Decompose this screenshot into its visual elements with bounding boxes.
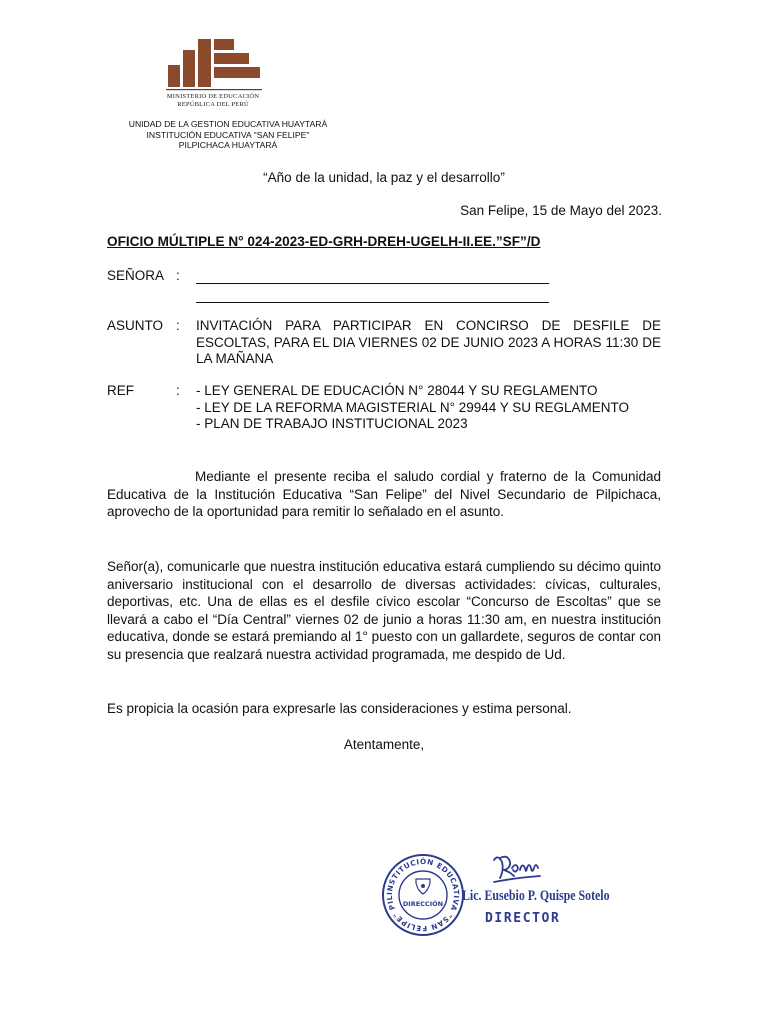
body-paragraph-2: Señor(a), comunicarle que nuestra institución educativa estará cumpliendo su décimo quinto aniversario institucional con el desarrollo de diversas actividades: cívicas, culturales, deportivas, etc. Una de ellas es el desfile cívico escolar “Concurso de Escoltas” que se llevará a cabo el “Día Central” viernes 02 de junio a horas 11:30 am, en nuestra institución educativa, donde se estará premiando al 1° puesto con un gallardete, seguros de contar con su presencia que realzará nuestra actividad programada, me despido de Ud. [107, 559, 661, 662]
handwritten-signature [488, 852, 548, 884]
signer-title: DIRECTOR [485, 911, 561, 926]
stamp-center-text: DIRECCIÓN [402, 900, 444, 908]
ref-item: - LEY DE LA REFORMA MAGISTERIAL N° 29944 Y SU REGLAMENTO [196, 399, 630, 415]
body-paragraph-1: Mediante el presente reciba el saludo cordial y fraterno de la Comunidad Educativa de la Institución Educativa “San Felipe” del Nivel Secundario de Pilpichaca, aprovecho de la oportunidad para remitir lo señalado en el asunto. [107, 469, 661, 519]
ref-list [196, 383, 661, 433]
stamp-ring-text: INSTITUCIÓN EDUCATIVA "SAN FELIPE" PIL [384, 856, 462, 934]
senora-blank-lines [196, 268, 661, 303]
institution-stamp [380, 852, 466, 938]
ref-label: REF [107, 383, 134, 398]
body-paragraph-3: Es propicia la ocasión para expresarle las consideraciones y estima personal. [107, 701, 572, 716]
ref-item: - PLAN DE TRABAJO INSTITUCIONAL 2023 [196, 416, 468, 431]
senora-label: SEÑORA [107, 268, 165, 283]
institution-line2: INSTITUCIÓN EDUCATIVA "SAN FELIPE" [146, 129, 310, 140]
institution-line3: PILPICHACA HUAYTARÁ [178, 140, 278, 150]
asunto-colon: : [176, 318, 180, 333]
date-line: San Felipe, 15 de Mayo del 2023. [460, 203, 662, 218]
closing-salutation: Atentamente, [343, 737, 425, 752]
asunto-label: ASUNTO [107, 318, 164, 333]
senora-colon: : [176, 268, 180, 283]
signer-name: Lic. Eusebio P. Quispe Sotelo [462, 888, 610, 904]
asunto-value: INVITACIÓN PARA PARTICIPAR EN CONCIRSO DE DESFILE DE ESCOLTAS, PARA EL DIA VIERNES 02 DE JUNIO 2023 A HORAS 11:30 DE LA MAÑANA [196, 318, 661, 366]
blank-line-2 [196, 287, 549, 303]
year-motto: “Año de la unidad, la paz y el desarrollo” [263, 170, 505, 185]
institution-line1: UNIDAD DE LA GESTION EDUCATIVA HUAYTARÁ [128, 119, 328, 129]
logo-caption [140, 93, 286, 109]
blank-line-1 [196, 268, 549, 284]
ref-colon: : [176, 383, 180, 398]
institution-heading [110, 119, 346, 151]
ref-item: - LEY GENERAL DE EDUCACIÓN N° 28044 Y SU REGLAMENTO [196, 383, 598, 398]
logo-caption-line1: MINISTERIO DE EDUCACIÓN [166, 93, 260, 100]
logo-caption-line2: REPÚBLICA DEL PERÚ [177, 101, 249, 108]
oficio-number: OFICIO MÚLTIPLE N° 024-2023-ED-GRH-DREH-UGELH-II.EE.”SF”/D [107, 234, 541, 249]
